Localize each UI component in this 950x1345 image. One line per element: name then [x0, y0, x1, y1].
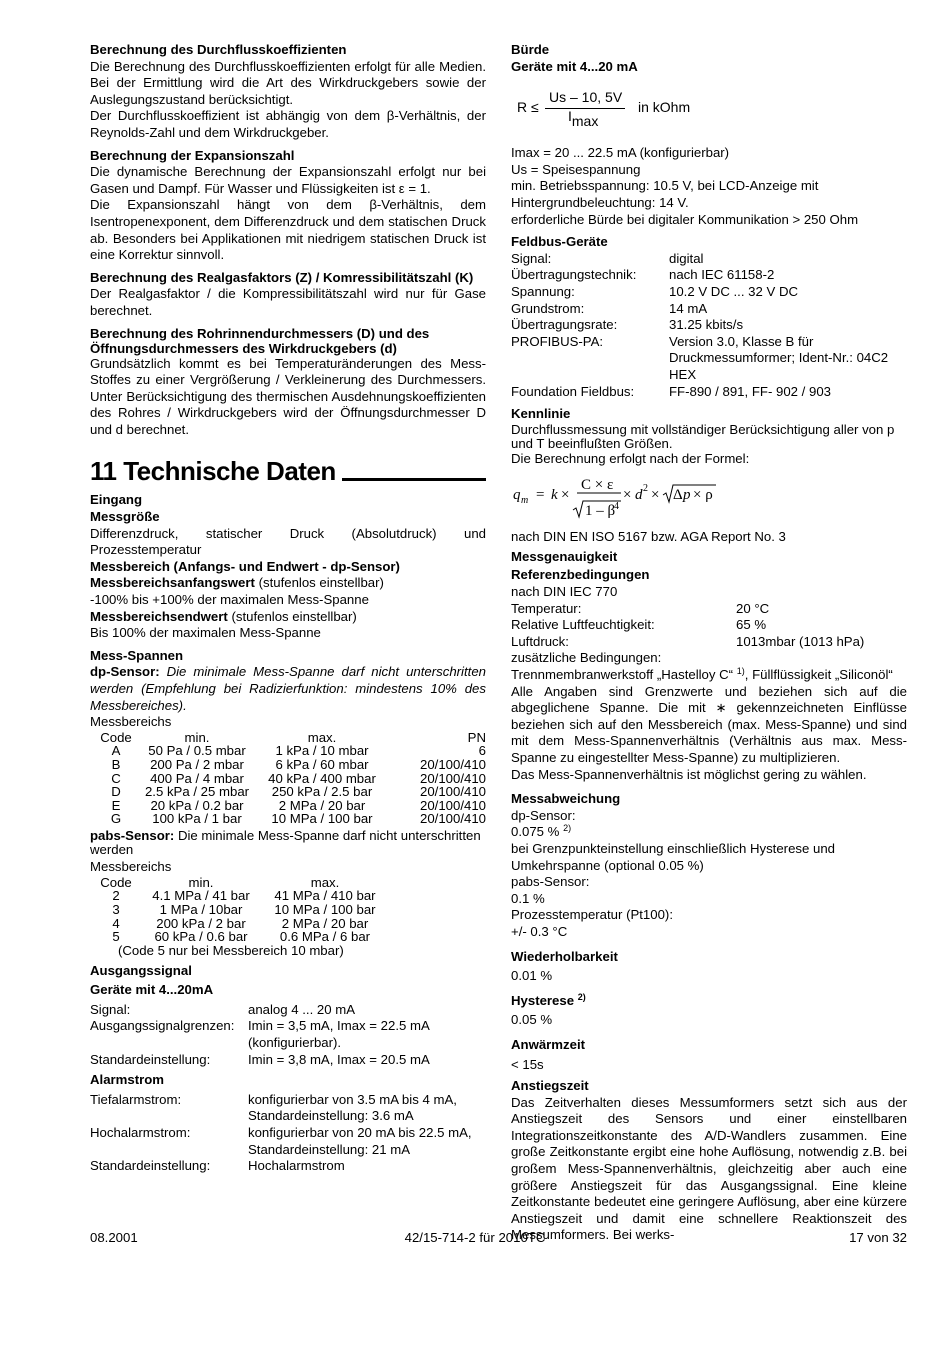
list-item — [90, 1158, 486, 1175]
item-value: Version 3.0, Klasse B für Druckmessumformer; Ident-Nr.: 04C2 HEX — [669, 333, 889, 382]
svg-text:k: k — [551, 487, 558, 504]
anfangswert-text: -100% bis +100% der maximalen Mess-Spanne — [90, 592, 369, 608]
buerde-line: min. Betriebsspannung: 10.5 V, bei LCD-Anzeige mit Hintergrundbeleuchtung: 14 V. — [511, 178, 819, 210]
svg-text:C × ε: C × ε — [581, 477, 614, 494]
table-cell: 1 kPa / 10 mbar — [275, 743, 369, 759]
abw-pt-label: Prozesstemperatur (Pt100): — [511, 907, 673, 923]
svg-text:q: q — [513, 487, 521, 504]
buerde-line: Us = Speisespannung — [511, 161, 641, 177]
formula-denominator: Imax — [568, 108, 599, 130]
item-label: Temperatur: — [511, 600, 582, 616]
zusaetzliche-label: zusätzliche Bedingungen: — [511, 650, 662, 666]
abw-dp-text: bei Grenzpunkteinstellung einschließlich Hysterese und Umkehrspanne (optional 0.05 %) — [511, 840, 836, 873]
svg-text:×: × — [623, 487, 632, 504]
item-value: Imin = 3,5 mA, Imax = 22.5 mA (konfigurierbar). — [248, 1018, 430, 1051]
heading-referenzbedingungen: Referenzbedingungen — [511, 567, 650, 583]
right-column — [511, 42, 907, 1244]
item-value: Imin = 3,8 mA, Imax = 20.5 mA — [248, 1051, 430, 1067]
table-cell: 250 kPa / 2.5 bar — [271, 784, 373, 800]
abw-dp-value: 0.075 % $^{2)}$ — [511, 823, 572, 840]
table-row — [90, 785, 486, 799]
paragraph: Grundsätzlich kommt es bei Temperaturänderungen des Mess-Stoffes zu einer Vergrößerung / Verkleinerung des Durchmessers. Unter Berücksichtigung des thermischen Ausdehnungskoeffizienten des Rohres / Wirkdruckgebers wird der Öffnungsdurchmesser D und d berechnet. — [90, 355, 486, 437]
list-item — [511, 267, 907, 284]
table-row — [90, 812, 486, 826]
table-header-cell: max. — [310, 874, 340, 890]
buerde-lines — [511, 145, 907, 228]
table-row — [90, 744, 486, 758]
paragraph: Die Berechnung erfolgt nach der Formel: — [511, 450, 750, 466]
item-value: 20 °C — [736, 600, 770, 616]
table-cell: 10 MPa / 100 bar — [274, 901, 376, 917]
svg-text:4: 4 — [614, 501, 619, 513]
endwert-line: Messbereichsendwert (stufenlos einstellbar) — [90, 608, 357, 624]
item-label: Übertragungsrate: — [511, 317, 618, 333]
list-item — [511, 634, 907, 651]
list-item — [511, 301, 907, 318]
table-cell: 41 MPa / 410 bar — [274, 888, 376, 904]
heading-alarmstrom: Alarmstrom — [90, 1072, 165, 1088]
pabs-sensor-text: pabs-Sensor: Die minimale Mess-Spanne darf nicht unterschritten werden — [90, 827, 481, 857]
paragraph: Die dynamische Berechnung der Expansionszahl erfolgt nur bei Gasen und Dampf. Für Wasser und Flüssigkeiten ist ε = 1. — [90, 164, 486, 196]
item-value: Hochalarmstrom — [248, 1158, 345, 1174]
paragraph: Differenzdruck, statischer Druck (Absolutdruck) und Prozesstemperatur — [90, 525, 486, 558]
table-row — [90, 799, 486, 813]
pabs-span-table — [90, 876, 390, 944]
table-cell: 200 kPa / 2 bar — [156, 915, 246, 931]
svg-text:1 – β: 1 – β — [585, 503, 616, 520]
heading-durchflusskoeffizient: Berechnung des Durchflusskoeffizienten — [90, 42, 347, 57]
left-column — [90, 42, 486, 1175]
item-value: FF-890 / 891, FF- 902 / 903 — [669, 383, 831, 399]
table-row — [90, 930, 390, 944]
table-cell: 4 — [112, 915, 120, 931]
item-label: Standardeinstellung: — [90, 1051, 211, 1067]
item-label: Signal: — [90, 1001, 131, 1017]
table-cell: 2 MPa / 20 bar — [278, 797, 366, 813]
table-cell: 0.6 MPa / 6 bar — [279, 929, 371, 945]
abw-dp-label: dp-Sensor: — [511, 807, 576, 823]
item-label: Hochalarmstrom: — [90, 1125, 191, 1141]
item-label: Relative Luftfeuchtigkeit: — [511, 617, 655, 633]
anw-value: < 15s — [511, 1056, 544, 1072]
table-header-cell: Code — [100, 729, 132, 745]
formula-unit: in kOhm — [638, 99, 691, 116]
table-cell: 6 — [478, 743, 486, 759]
table-header-cell: max. — [307, 729, 337, 745]
item-label: Tiefalarmstrom: — [90, 1091, 182, 1107]
heading-messbereich: Messbereich (Anfangs- und Endwert - dp-Sensor) — [90, 558, 400, 574]
svg-text:m: m — [521, 495, 529, 507]
list-item — [90, 1125, 486, 1158]
paragraph: Die Berechnung des Durchflusskoeffizienten erfolgt für alle Medien. Bei der Ermittlung wird die Art des Wirkdruckgebers sowie der Auslegungszustand berücksichtigt. — [90, 58, 486, 107]
table-cell: E — [111, 797, 121, 813]
table-cell: 20/100/410 — [419, 756, 486, 772]
norm-text: nach DIN EN ISO 5167 bzw. AGA Report No. 3 — [511, 529, 786, 545]
table-cell: B — [111, 756, 121, 772]
table-header-cell: PN — [467, 729, 486, 745]
feldbus-list — [511, 251, 907, 400]
heading-buerde: Bürde — [511, 42, 550, 57]
endwert-text: Bis 100% der maximalen Mess-Spanne — [90, 625, 321, 641]
heading-messabweichung: Messabweichung — [511, 791, 621, 807]
list-item — [511, 317, 907, 334]
svg-text:d: d — [635, 487, 643, 504]
table-cell: 1 MPa / 10bar — [159, 901, 243, 917]
table-cell: 100 kPa / 1 bar — [152, 811, 242, 827]
dp-table-caption: Messbereichs — [90, 714, 172, 730]
paragraph: Das Mess-Spannenverhältnis ist möglichst gering zu wählen. — [511, 766, 867, 782]
table-cell: D — [111, 784, 121, 800]
table-cell: 20 kPa / 0.2 bar — [150, 797, 244, 813]
flow-formula — [511, 467, 907, 529]
heading-expansionszahl: Berechnung der Expansionszahl — [90, 147, 295, 163]
table-cell: 20/100/410 — [419, 797, 486, 813]
list-item — [511, 384, 907, 401]
svg-text:=: = — [536, 487, 545, 504]
footer-page-number: 17 von 32 — [849, 1230, 907, 1245]
item-label: Übertragungstechnik: — [511, 267, 637, 283]
svg-text:Δ: Δ — [673, 487, 683, 504]
heading-hysterese: Hysterese $^{2)}$ — [511, 991, 586, 1008]
table-cell: 3 — [112, 901, 120, 917]
svg-text:×: × — [651, 487, 660, 504]
table-cell: 200 Pa / 2 mbar — [150, 756, 244, 772]
ref-list — [511, 601, 907, 651]
table-cell: 2.5 kPa / 25 mbar — [144, 784, 250, 800]
heading-geraete-4-20ma: Geräte mit 4...20mA — [90, 982, 214, 998]
table-cell: G — [110, 811, 122, 827]
paragraph: Alle Angaben sind Grenzwerte und beziehen sich auf die abgeglichene Spanne. Die mit ∗ gekennzeichneten Einflüsse beziehen sich auf den Messbereich (max. Mess-Spanne) und sind mit dem Mess-Spannenverhältnis (Verhältnis aus max. Mess-Spanne zu eingestellter Mess-Spanne) zu multiplizieren. — [511, 683, 907, 765]
pabs-note: (Code 5 nur bei Messbereich 10 mbar) — [118, 942, 344, 958]
item-value: 14 mA — [669, 300, 708, 316]
heading-buerde-sub: Geräte mit 4...20 mA — [511, 58, 638, 74]
item-value: konfigurierbar von 20 mA bis 22.5 mA, Standardeinstellung: 21 mA — [248, 1125, 472, 1157]
heading-ausgangssignal: Ausgangssignal — [90, 962, 192, 978]
heading-rohrinnendurchmesser: Berechnung des Rohrinnendurchmessers (D) und des Öffnungsdurchmessers des Wirkdruckgebers (d) — [90, 325, 430, 356]
svg-text:p: p — [683, 487, 691, 504]
paragraph: Der Durchflusskoeffizient ist abhängig von dem β-Verhältnis, der Reynolds-Zahl und dem Wirkdruckgeber. — [90, 108, 486, 140]
chapter-heading — [90, 456, 486, 486]
wied-value: 0.01 % — [511, 968, 553, 984]
item-label: Foundation Fieldbus: — [511, 383, 635, 399]
buerde-line: Imax = 20 ... 22.5 mA (konfigurierbar) — [511, 145, 730, 161]
pabs-table-caption: Messbereichs — [90, 859, 172, 875]
ref-norm: nach DIN IEC 770 — [511, 584, 618, 600]
list-item — [511, 251, 907, 268]
item-label: Standardeinstellung: — [90, 1158, 211, 1174]
heading-kennlinie: Kennlinie — [511, 406, 571, 422]
table-row — [90, 903, 390, 917]
item-value: 10.2 V DC ... 32 V DC — [669, 283, 798, 299]
svg-text:×: × — [561, 487, 570, 504]
heading-anstiegszeit: Anstiegszeit — [511, 1078, 589, 1094]
heading-anwaermzeit: Anwärmzeit — [511, 1036, 586, 1052]
table-row — [90, 889, 390, 903]
item-value: 65 % — [736, 617, 767, 633]
list-item — [511, 617, 907, 634]
table-cell: 2 — [112, 888, 120, 904]
table-cell: 60 kPa / 0.6 bar — [154, 929, 248, 945]
table-row — [90, 772, 486, 786]
item-value: 1013mbar (1013 hPa) — [736, 633, 865, 649]
alarm-list — [90, 1092, 486, 1175]
item-value: analog 4 ... 20 mA — [248, 1001, 356, 1017]
table-cell: 20/100/410 — [419, 770, 486, 786]
chapter-rule — [342, 478, 486, 481]
abw-pabs-label: pabs-Sensor: — [511, 874, 590, 890]
table-header-cell: min. — [188, 874, 214, 890]
heading-eingang: Eingang — [90, 492, 143, 508]
buerde-line: erforderliche Bürde bei digitaler Kommunikation > 250 Ohm — [511, 211, 859, 227]
formula-numerator: Us – 10, 5V — [549, 89, 623, 106]
hyst-value: 0.05 % — [511, 1012, 553, 1028]
table-row — [90, 917, 390, 931]
list-item — [90, 1018, 486, 1051]
heading-messgenauigkeit: Messgenauigkeit — [511, 548, 618, 564]
list-item — [511, 334, 907, 384]
table-cell: 50 Pa / 0.5 mbar — [148, 743, 246, 759]
item-label: Spannung: — [511, 283, 575, 299]
abw-pabs-value: 0.1 % — [511, 890, 545, 906]
heading-mess-spannen: Mess-Spannen — [90, 647, 184, 663]
paragraph: Das Zeitverhalten dieses Messumformers setzt sich aus der Anstiegszeit des Sensors und einer einstellbaren Integrationszeitkonstante des A/D-Wandlers zusammen. Eine große Zeitkonstante ergibt eine hohe Auflösung, notwendig z.B. bei großem Mess-Spannenverhältnis, gleichzeitig aber auch eine größere Anstiegszeit für das Ausgangssignal. Eine kleine Zeitkonstante bedeutet eine geringere Auflösung, aber eine kürzere Anstiegszeit und damit eine schnellere Reaktionszeit des Messumformers. Bei werks- — [511, 1094, 907, 1243]
buerde-formula — [511, 75, 907, 145]
footer-date: 08.2001 — [90, 1230, 138, 1245]
item-value: 31.25 kbits/s — [669, 317, 744, 333]
table-cell: 20/100/410 — [419, 811, 486, 827]
heading-realgasfaktor: Berechnung des Realgasfaktors (Z) / Komressibilitätszahl (K) — [90, 269, 474, 285]
chapter-title: 11 Technische Daten — [90, 456, 336, 487]
table-cell: 4.1 MPa / 41 bar — [152, 888, 250, 904]
list-item — [511, 601, 907, 618]
heading-messgroesse: Messgröße — [90, 509, 160, 525]
table-cell: C — [111, 770, 121, 786]
svg-text:2: 2 — [643, 483, 648, 495]
table-cell: 5 — [112, 929, 120, 945]
table-header-cell: min. — [184, 729, 210, 745]
ausgang-list — [90, 1002, 486, 1068]
table-cell: 6 kPa / 60 mbar — [275, 756, 369, 772]
anfangswert-line: Messbereichsanfangswert (stufenlos einstellbar) — [90, 575, 384, 591]
list-item — [90, 1052, 486, 1069]
item-label: PROFIBUS-PA: — [511, 333, 604, 349]
zusaetzliche-text: Trennmembranwerkstoff „Hastelloy C“ $^{1)}$, Füllflüssigkeit „Siliconöl“ — [511, 666, 893, 683]
flow-formula-graphic — [511, 467, 907, 525]
table-cell: 400 Pa / 4 mbar — [150, 770, 244, 786]
table-cell: 40 kPa / 400 mbar — [268, 770, 376, 786]
item-value: konfigurierbar von 3.5 mA bis 4 mA, Standardeinstellung: 3.6 mA — [248, 1091, 457, 1124]
table-cell: 2 MPa / 20 bar — [281, 915, 369, 931]
paragraph: Der Realgasfaktor / die Kompressibilitätszahl wird nur für Gase berechnet. — [90, 286, 486, 318]
abw-pt-value: +/- 0.3 °C — [511, 923, 568, 939]
dp-sensor-text: dp-Sensor: Die minimale Mess-Spanne darf nicht unterschritten werden (Empfehlung bei Radizierfunktion: mindestens 10% des Messbereiches). — [90, 664, 486, 713]
item-label: Ausgangssignalgrenzen: — [90, 1018, 235, 1034]
table-cell: A — [111, 743, 121, 759]
paragraph: Die Expansionszahl hängt von dem β-Verhältnis, dem Isentropenexponent, dem Differenzdruck und dem statischen Druck ab. Besonders bei Applikationen mit niedrigem statischen Druck ist eine Korrektur sinnvoll. — [90, 197, 486, 263]
paragraph: Durchflussmessung mit vollständiger Berücksichtigung aller von p und T beeinflußten Größen. — [511, 421, 895, 451]
item-label: Grundstrom: — [511, 300, 585, 316]
formula-lhs: R ≤ — [517, 99, 539, 116]
dp-span-table — [90, 731, 486, 826]
item-value: nach IEC 61158-2 — [669, 267, 775, 283]
heading-wiederholbarkeit: Wiederholbarkeit — [511, 948, 618, 964]
table-cell: 10 MPa / 100 bar — [271, 811, 373, 827]
table-cell: 20/100/410 — [419, 784, 486, 800]
item-value: digital — [669, 250, 704, 266]
svg-text:× ρ: × ρ — [693, 487, 713, 504]
footer-doc-number: 42/15-714-2 für 2010TC — [404, 1230, 546, 1245]
item-label: Signal: — [511, 250, 552, 266]
heading-feldbus: Feldbus-Geräte — [511, 234, 608, 250]
table-row — [90, 758, 486, 772]
table-header-cell: Code — [100, 874, 132, 890]
list-item — [90, 1092, 486, 1125]
item-label: Luftdruck: — [511, 633, 569, 649]
list-item — [511, 284, 907, 301]
list-item — [90, 1002, 486, 1019]
